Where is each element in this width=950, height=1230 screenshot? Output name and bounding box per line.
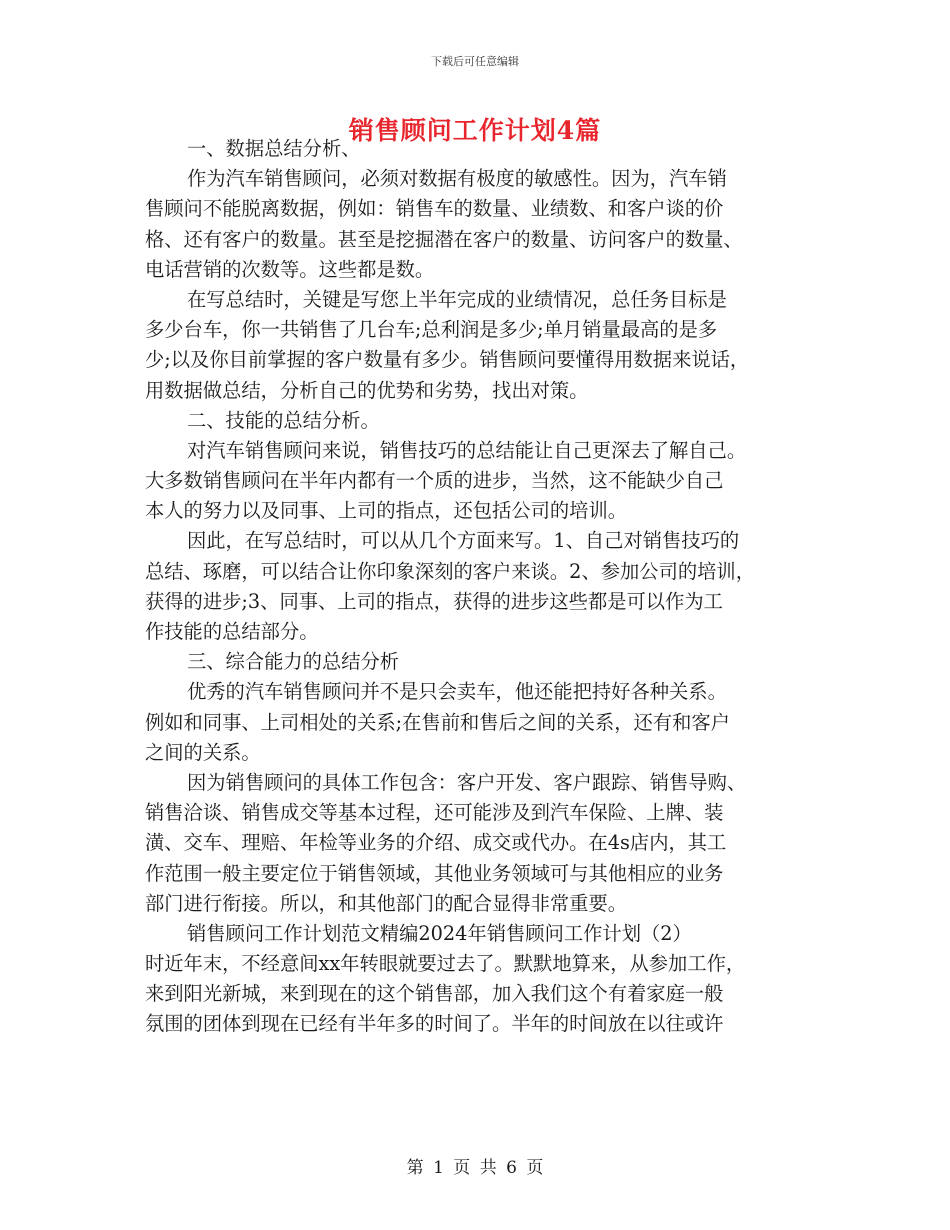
page-footer: 第 1 页 共 6 页 [406,1158,544,1178]
body-line: 作范围一般主要定位于销售领域，其他业务领域可与其他相应的业务 [145,861,724,885]
body-line: 三、综合能力的总结分析 [187,650,400,674]
body-line: 销售洽谈、销售成交等基本过程，还可能涉及到汽车保险、上牌、装 [145,801,724,825]
body-line: 在写总结时，关键是写您上半年完成的业绩情况，总任务目标是 [187,287,727,311]
body-line: 因此，在写总结时，可以从几个方面来写。1、自己对销售技巧的 [187,529,740,553]
body-line: 用数据做总结，分析自己的优势和劣势，找出对策。 [145,378,589,402]
body-line: 优秀的汽车销售顾问并不是只会卖车，他还能把持好各种关系。 [187,680,727,704]
body-line: 对汽车销售顾问来说，销售技巧的总结能让自己更深去了解自己。 [187,438,747,462]
body-line: 部门进行衔接。所以，和其他部门的配合显得非常重要。 [145,891,628,915]
body-line: 潢、交车、理赔、年检等业务的介绍、成交或代办。在4s店内，其工 [145,831,727,855]
body-line: 作为汽车销售顾问，必须对数据有极度的敏感性。因为，汽车销 [187,167,727,191]
body-line: 售顾问不能脱离数据，例如：销售车的数量、业绩数、和客户谈的价 [145,197,724,221]
document-body [145,134,815,1040]
body-line: 时近年末，不经意间xx年转眼就要过去了。默默地算来，从参加工作， [145,952,746,976]
body-line: 来到阳光新城，来到现在的这个销售部，加入我们这个有着家庭一般 [145,982,724,1006]
body-line: 一、数据总结分析、 [187,137,361,160]
document-title: 销售顾问工作计划4篇 [348,116,602,145]
body-line: 因为销售顾问的具体工作包含：客户开发、客户跟踪、销售导购、 [187,770,747,794]
body-line: 获得的进步;3、同事、上司的指点，获得的进步这些都是可以作为工 [145,589,723,613]
body-line: 销售顾问工作计划范文精编2024年销售顾问工作计划（2） [187,921,692,945]
body-line: 作技能的总结部分。 [145,620,319,643]
body-line: 总结、琢磨，可以结合让你印象深刻的客户来谈。2、参加公司的培训， [145,559,755,583]
body-line: 氛围的团体到现在已经有半年多的时间了。半年的时间放在以往或许 [145,1012,724,1036]
body-line: 多少台车，你一共销售了几台车;总利润是多少;单月销量最高的是多 [145,318,718,342]
body-line: 二、技能的总结分析。 [187,408,380,432]
body-line: 少;以及你目前掌握的客户数量有多少。销售顾问要懂得用数据来说话， [145,348,750,372]
body-line: 电话营销的次数等。这些都是数。 [145,257,435,281]
header-note: 下载后可任意编辑 [431,55,519,68]
body-line: 例如和同事、上司相处的关系;在售前和售后之间的关系，还有和客户 [145,710,730,734]
body-line: 之间的关系。 [145,740,261,764]
body-line: 本人的努力以及同事、上司的指点，还包括公司的培训。 [145,499,628,523]
body-line: 格、还有客户的数量。甚至是挖掘潜在客户的数量、访问客户的数量、 [145,227,743,251]
body-line: 大多数销售顾问在半年内都有一个质的进步，当然，这不能缺少自己 [145,469,724,493]
